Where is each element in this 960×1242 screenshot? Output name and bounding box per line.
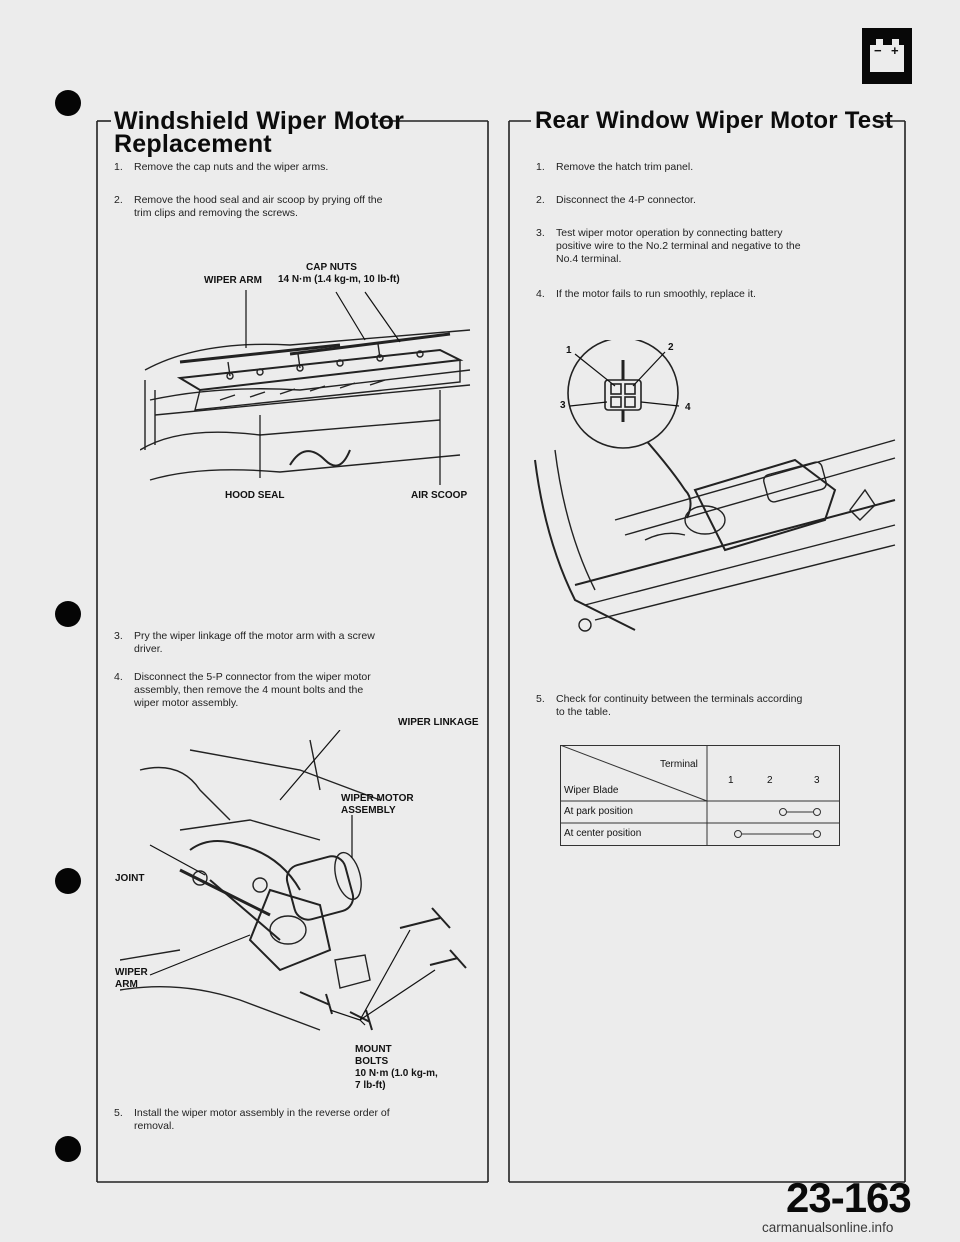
page-number: 23-163 xyxy=(786,1174,911,1221)
left-title-line1: Windshield Wiper Motor xyxy=(114,107,405,135)
table-row-center: At center position xyxy=(564,828,642,839)
fig2-motor-assembly-label-1: WIPER MOTOR xyxy=(341,793,414,804)
table-col-2: 2 xyxy=(767,775,773,786)
fig1-torque-label: 14 N·m (1.4 kg-m, 10 lb-ft) xyxy=(278,274,400,285)
fig2-motor-assembly-label-2: ASSEMBLY xyxy=(341,805,396,816)
right-title: Rear Window Wiper Motor Test xyxy=(535,107,894,134)
right-step-3: 3. Test wiper motor operation by connecting battery positive wire to the No.2 terminal and negative to the No.4 terminal. xyxy=(536,227,801,265)
right-step-4: 4. If the motor fails to run smoothly, replace it. xyxy=(536,288,756,300)
continuity-table xyxy=(560,745,840,846)
fig1-air-scoop-label: AIR SCOOP xyxy=(411,490,468,501)
right-step-5: 5. Check for continuity between the terminals according to the table. xyxy=(536,693,803,718)
fig2-mount-bolts-label-3: 10 N·m (1.0 kg-m, xyxy=(355,1068,438,1079)
fig2-wiper-linkage-label: WIPER LINKAGE xyxy=(398,717,479,728)
left-title-line2: Replacement xyxy=(114,130,272,158)
left-step-1: 1. Remove the cap nuts and the wiper arms. xyxy=(114,161,329,173)
left-step-5: 5. Install the wiper motor assembly in the reverse order of removal. xyxy=(114,1107,390,1132)
left-step-4: 4. Disconnect the 5-P connector from the wiper motor assembly, then remove the 4 mount bolts and the wiper motor assembly. xyxy=(114,671,371,709)
right-step-2: 2. Disconnect the 4-P connector. xyxy=(536,194,696,206)
fig2-wiper-arm-label-2: ARM xyxy=(115,979,138,990)
left-step-2: 2. Remove the hood seal and air scoop by prying off the trim clips and removing the screws. xyxy=(114,194,383,219)
fig3-terminal-2: 2 xyxy=(668,342,674,353)
fig1-wiper-arm-label: WIPER ARM xyxy=(204,275,262,286)
fig2-wiper-arm-label-1: WIPER xyxy=(115,967,148,978)
right-step-1: 1. Remove the hatch trim panel. xyxy=(536,161,694,173)
table-header-terminal: Terminal xyxy=(660,759,698,770)
table-col-3: 3 xyxy=(814,775,820,786)
table-row-park: At park position xyxy=(564,806,633,817)
fig2-joint-label: JOINT xyxy=(115,873,145,884)
wiper-motor-illustration xyxy=(120,730,480,1040)
watermark: carmanualsonline.info xyxy=(762,1220,894,1235)
fig3-terminal-4: 4 xyxy=(685,402,691,413)
wiper-cowl-illustration xyxy=(140,250,480,510)
fig3-terminal-1: 1 xyxy=(566,345,572,356)
battery-minus: − xyxy=(874,43,882,58)
fig2-mount-bolts-label-2: BOLTS xyxy=(355,1056,389,1067)
fig3-terminal-3: 3 xyxy=(560,400,566,411)
left-step-3: 3. Pry the wiper linkage off the motor arm with a screw driver. xyxy=(114,630,375,655)
table-header-wiper-blade: Wiper Blade xyxy=(564,785,619,796)
battery-plus: + xyxy=(891,43,899,58)
fig1-cap-nuts-label: CAP NUTS xyxy=(306,262,357,273)
table-col-1: 1 xyxy=(728,775,734,786)
fig2-mount-bolts-label-1: MOUNT xyxy=(355,1044,392,1055)
fig2-mount-bolts-label-4: 7 lb-ft) xyxy=(355,1080,386,1091)
rear-wiper-motor-illustration xyxy=(515,340,900,640)
fig1-hood-seal-label: HOOD SEAL xyxy=(225,490,285,501)
